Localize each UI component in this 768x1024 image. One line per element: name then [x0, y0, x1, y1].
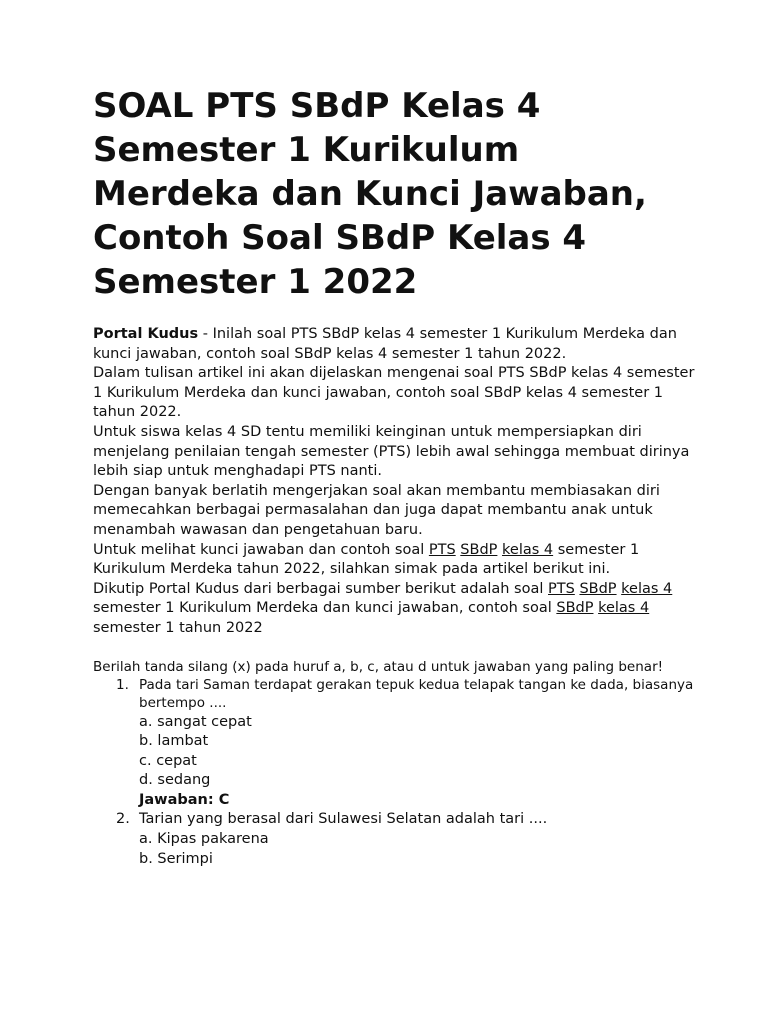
paragraph-5: Untuk melihat kunci jawaban dan contoh soal PTS SBdP kelas 4 semester 1 Kurikulum Merdeka tahun 2022, silahkan simak pada artikel berikut ini. — [93, 541, 640, 578]
question-item — [93, 810, 708, 869]
question-item — [93, 676, 708, 811]
link-sbdp[interactable]: SBdP — [579, 580, 617, 597]
link-sbdp[interactable]: SBdP — [556, 600, 594, 617]
link-kelas-4[interactable]: kelas 4 — [502, 541, 554, 558]
paragraph-3: Untuk siswa kelas 4 SD tentu memiliki keinginan untuk mempersiapkan diri menjelang penilaian tengah semester (PTS) lebih awal sehingga membuat dirinya lebih siap untuk menghadapi PTS nanti. — [93, 423, 690, 480]
article-body — [93, 325, 708, 639]
paragraph-6: Dikutip Portal Kudus dari berbagai sumber berikut adalah soal PTS SBdP kelas 4 semester 1 Kurikulum Merdeka dan kunci jawaban, contoh soal SBdP kelas 4 semester 1 tahun 2022 — [93, 580, 673, 636]
question-text: Pada tari Saman terdapat gerakan tepuk kedua telapak tangan ke dada, biasanya bertempo .... — [139, 676, 694, 711]
paragraph-4: Dengan banyak berlatih mengerjakan soal akan membantu membiasakan diri memecahkan berbagai permasalahan dan juga dapat membantu anak untuk menambah wawasan dan pengetahuan baru. — [93, 482, 660, 538]
link-pts[interactable]: PTS — [428, 541, 456, 558]
article-title: SOAL PTS SBdP Kelas 4 Semester 1 Kurikulum Merdeka dan Kunci Jawaban, Contoh Soal SBdP Kelas 4 Semester 1 2022 — [93, 86, 647, 302]
question-text: Tarian yang berasal dari Sulawesi Selatan adalah tari .... — [139, 811, 548, 828]
instruction: Berilah tanda silang (x) pada huruf a, b, c, atau d untuk jawaban yang paling benar! — [93, 658, 664, 675]
link-kelas-4[interactable]: kelas 4 — [621, 580, 673, 597]
intro-paragraph: Portal Kudus - Inilah soal PTS SBdP kelas 4 semester 1 Kurikulum Merdeka dan kunci jawaban, contoh soal SBdP kelas 4 semester 1 tahun 2022. — [93, 326, 677, 362]
question-number: 1. — [116, 676, 129, 693]
option: a. sangat cepat — [139, 713, 252, 730]
option: b. Serimpi — [139, 850, 213, 867]
link-sbdp[interactable]: SBdP — [460, 541, 498, 558]
link-kelas-4[interactable]: kelas 4 — [598, 600, 650, 617]
answer-key: Jawaban: C — [139, 791, 230, 808]
option: c. cepat — [139, 752, 197, 769]
option: d. sedang — [139, 772, 211, 789]
paragraph-2: Dalam tulisan artikel ini akan dijelaskan mengenai soal PTS SBdP kelas 4 semester 1 Kurikulum Merdeka dan kunci jawaban, contoh soal SBdP kelas 4 semester 1 tahun 2022. — [93, 365, 695, 421]
link-pts[interactable]: PTS — [548, 580, 575, 597]
question-number: 2. — [116, 811, 130, 828]
question-list — [93, 676, 708, 870]
option: a. Kipas pakarena — [139, 831, 269, 848]
source-name: Portal Kudus — [93, 326, 199, 342]
option: b. lambat — [139, 733, 209, 750]
